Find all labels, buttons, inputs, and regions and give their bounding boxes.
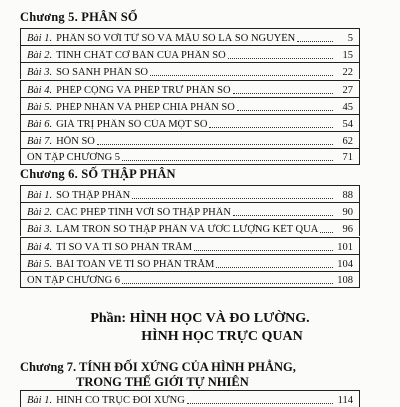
page-number: 108 bbox=[337, 275, 353, 286]
toc-entry bbox=[27, 102, 335, 113]
toc-row[interactable] bbox=[20, 45, 360, 62]
toc-entry bbox=[27, 259, 335, 270]
dot-leader bbox=[228, 57, 333, 59]
page-number: 15 bbox=[342, 50, 353, 62]
toc-row[interactable] bbox=[20, 219, 360, 236]
lesson-title: PHÉP CỘNG VÀ PHÉP TRỪ PHÂN SỐ bbox=[56, 84, 231, 96]
toc-entry bbox=[27, 33, 335, 44]
page-number: 114 bbox=[337, 395, 353, 406]
chapter-5-title: Chương 5. PHÂN SỐ bbox=[20, 10, 138, 24]
lesson-number: Bài 4. bbox=[27, 84, 53, 96]
page-number: 96 bbox=[342, 224, 353, 236]
toc-entry bbox=[27, 395, 335, 406]
toc-entry bbox=[27, 119, 335, 130]
lesson-title: ÔN TẬP CHƯƠNG 5 bbox=[27, 152, 121, 164]
toc-row[interactable] bbox=[20, 271, 360, 288]
page-number: 88 bbox=[342, 190, 353, 201]
toc-row[interactable] bbox=[20, 185, 360, 202]
lesson-number: Bài 1. bbox=[27, 190, 53, 201]
lesson-title: GIÁ TRỊ PHÂN SỐ CỦA MỘT SỐ bbox=[56, 119, 208, 130]
dot-leader bbox=[122, 159, 333, 161]
toc-entry bbox=[27, 207, 335, 218]
lesson-title: ÔN TẬP CHƯƠNG 6 bbox=[27, 275, 121, 286]
page-number: 71 bbox=[342, 152, 353, 164]
toc-entry bbox=[27, 85, 335, 96]
dot-leader bbox=[216, 266, 333, 268]
page-number: 5 bbox=[347, 33, 353, 44]
toc-entry bbox=[27, 224, 335, 235]
toc-entry bbox=[27, 136, 335, 147]
toc-entry bbox=[27, 152, 335, 163]
lesson-number: Bài 3. bbox=[27, 224, 53, 236]
dot-leader bbox=[237, 109, 333, 111]
dot-leader bbox=[320, 231, 333, 233]
lesson-title: PHÂN SỐ VỚI TỬ SỐ VÀ MẪU SỐ LÀ SỐ NGUYÊN bbox=[56, 33, 296, 44]
dot-leader bbox=[209, 126, 333, 128]
toc-row[interactable] bbox=[20, 80, 360, 97]
dot-leader bbox=[132, 197, 333, 199]
lesson-title: SO SÁNH PHÂN SỐ bbox=[56, 67, 148, 79]
lesson-number: Bài 7. bbox=[27, 136, 53, 148]
lesson-title: SỐ THẬP PHÂN bbox=[56, 190, 131, 201]
toc-entry bbox=[27, 275, 335, 286]
page-number: 22 bbox=[342, 67, 353, 79]
lesson-title: TỈ SỐ VÀ TỈ SỐ PHẦN TRĂM bbox=[56, 241, 193, 253]
page-number: 27 bbox=[342, 84, 353, 96]
page-number: 54 bbox=[342, 119, 353, 130]
lesson-number: Bài 2. bbox=[27, 50, 53, 62]
lesson-title: TÍNH CHẤT CƠ BẢN CỦA PHÂN SỐ bbox=[56, 50, 226, 62]
lesson-number: Bài 1. bbox=[27, 395, 53, 406]
lesson-number: Bài 2. bbox=[27, 207, 53, 219]
page-number: 104 bbox=[337, 258, 353, 270]
toc-row[interactable] bbox=[20, 237, 360, 254]
chapter-6-title: Chương 6. SỐ THẬP PHÂN bbox=[20, 167, 176, 181]
lesson-title: CÁC PHÉP TÍNH VỚI SỐ THẬP PHÂN bbox=[56, 207, 231, 219]
toc-row[interactable] bbox=[20, 28, 360, 45]
lesson-title: BÀI TOÁN VỀ TỈ SỐ PHẦN TRĂM bbox=[56, 258, 215, 270]
lesson-title: HỖN SỐ bbox=[56, 136, 95, 148]
toc-entry bbox=[27, 190, 335, 201]
toc-row[interactable] bbox=[20, 114, 360, 131]
page-number: 90 bbox=[342, 207, 353, 219]
toc-row[interactable] bbox=[20, 202, 360, 219]
chapter-7-title-line-2: TRONG THẾ GIỚI TỰ NHIÊN bbox=[76, 375, 249, 389]
dot-leader bbox=[297, 40, 333, 42]
page-number: 101 bbox=[337, 241, 353, 253]
part-title-line-1: HÌNH HỌC VÀ ĐO LƯỜNG. bbox=[129, 311, 310, 326]
toc-entry bbox=[27, 50, 335, 61]
toc-row[interactable] bbox=[20, 62, 360, 79]
dot-leader bbox=[187, 402, 333, 404]
toc-row[interactable] bbox=[20, 390, 360, 407]
toc-row[interactable] bbox=[20, 254, 360, 271]
lesson-title: HÌNH CÓ TRỤC ĐỐI XỨNG bbox=[56, 395, 185, 406]
chapter-7-title-line-1: Chương 7. TÍNH ĐỐI XỨNG CỦA HÌNH PHẲNG, bbox=[20, 360, 296, 374]
toc-row[interactable] bbox=[20, 148, 360, 165]
dot-leader bbox=[194, 249, 333, 251]
dot-leader bbox=[233, 92, 333, 94]
chapter-7-title bbox=[20, 360, 296, 390]
part-label: Phần: bbox=[90, 311, 127, 326]
lesson-number: Bài 5. bbox=[27, 101, 53, 113]
dot-leader bbox=[97, 143, 333, 145]
dot-leader bbox=[122, 282, 333, 284]
dot-leader bbox=[233, 214, 333, 216]
toc-row[interactable] bbox=[20, 97, 360, 114]
lesson-title: PHÉP NHÂN VÀ PHÉP CHIA PHÂN SỐ bbox=[56, 101, 235, 113]
lesson-title: LÀM TRÒN SỐ THẬP PHÂN VÀ ƯỚC LƯỢNG KẾT QUẢ bbox=[56, 224, 319, 236]
toc-row[interactable] bbox=[20, 131, 360, 148]
part-title-line-2: HÌNH HỌC TRỰC QUAN bbox=[141, 329, 303, 344]
lesson-number: Bài 1. bbox=[27, 33, 53, 44]
page-number: 62 bbox=[342, 136, 353, 148]
lesson-number: Bài 6. bbox=[27, 119, 53, 130]
dot-leader bbox=[150, 74, 333, 76]
lesson-number: Bài 3. bbox=[27, 67, 53, 79]
toc-entry bbox=[27, 67, 335, 78]
page-number: 45 bbox=[342, 101, 353, 113]
part-heading bbox=[0, 311, 400, 327]
lesson-number: Bài 5. bbox=[27, 258, 53, 270]
lesson-number: Bài 4. bbox=[27, 241, 53, 253]
toc-entry bbox=[27, 242, 335, 253]
